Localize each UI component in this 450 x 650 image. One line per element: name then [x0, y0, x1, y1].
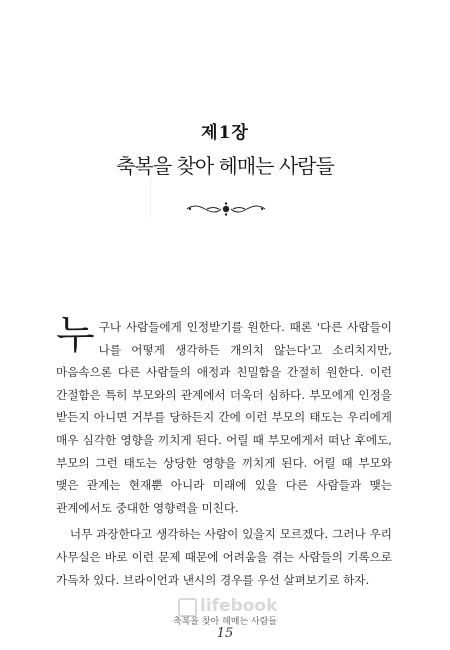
ornament-divider-icon — [185, 200, 267, 218]
paragraph: 너무 과장한다고 생각하는 사람이 있을지 모르겠다. 그러나 우리 사무실은 바로 이런 문제 때문에 어려움을 겪는 사람들의 기록으로 가득차 있다. 브라이언과 낸시의 경우를 우선 살펴보기로 하자. — [56, 527, 392, 587]
running-title: 축복을 찾아 헤매는 사람들 — [172, 617, 278, 627]
chapter-title: 축복을 찾아 헤매는 사람들 — [116, 154, 334, 178]
paragraph: 누구나 사람들에게 인정받기를 원한다. 때론 '다른 사람들이 나를 어떻게 생각하든 개의치 않는다'고 소리치지만, 마음속으론 다른 사람들의 애정과 친밀함을 간절히 원한다. 이런 간절함은 특히 부모와의 관계에서 더욱더 심하다. 부모에게 인정을 받든지 아니면 거부를 당하든지 간에 이런 부모의 태도는 우리에게 매우 심각한 영향을 끼치게 된다. 어릴 때 부모에게서 떠난 후에도, 부모의 그런 태도는 상당한 영향을 끼치게 된다. 어릴 때 부모와 맺은 관계는 현재뿐 아니라 미래에 있을 다른 사람들과 맺는 관계에서도 중대한 영향력을 미친다. — [56, 312, 392, 515]
watermark-text: lifebook — [200, 596, 278, 616]
chapter-number: 제1장 — [201, 123, 249, 143]
body-text — [56, 312, 392, 591]
page-number: 15 — [216, 626, 234, 641]
scan-smudge — [150, 178, 165, 218]
